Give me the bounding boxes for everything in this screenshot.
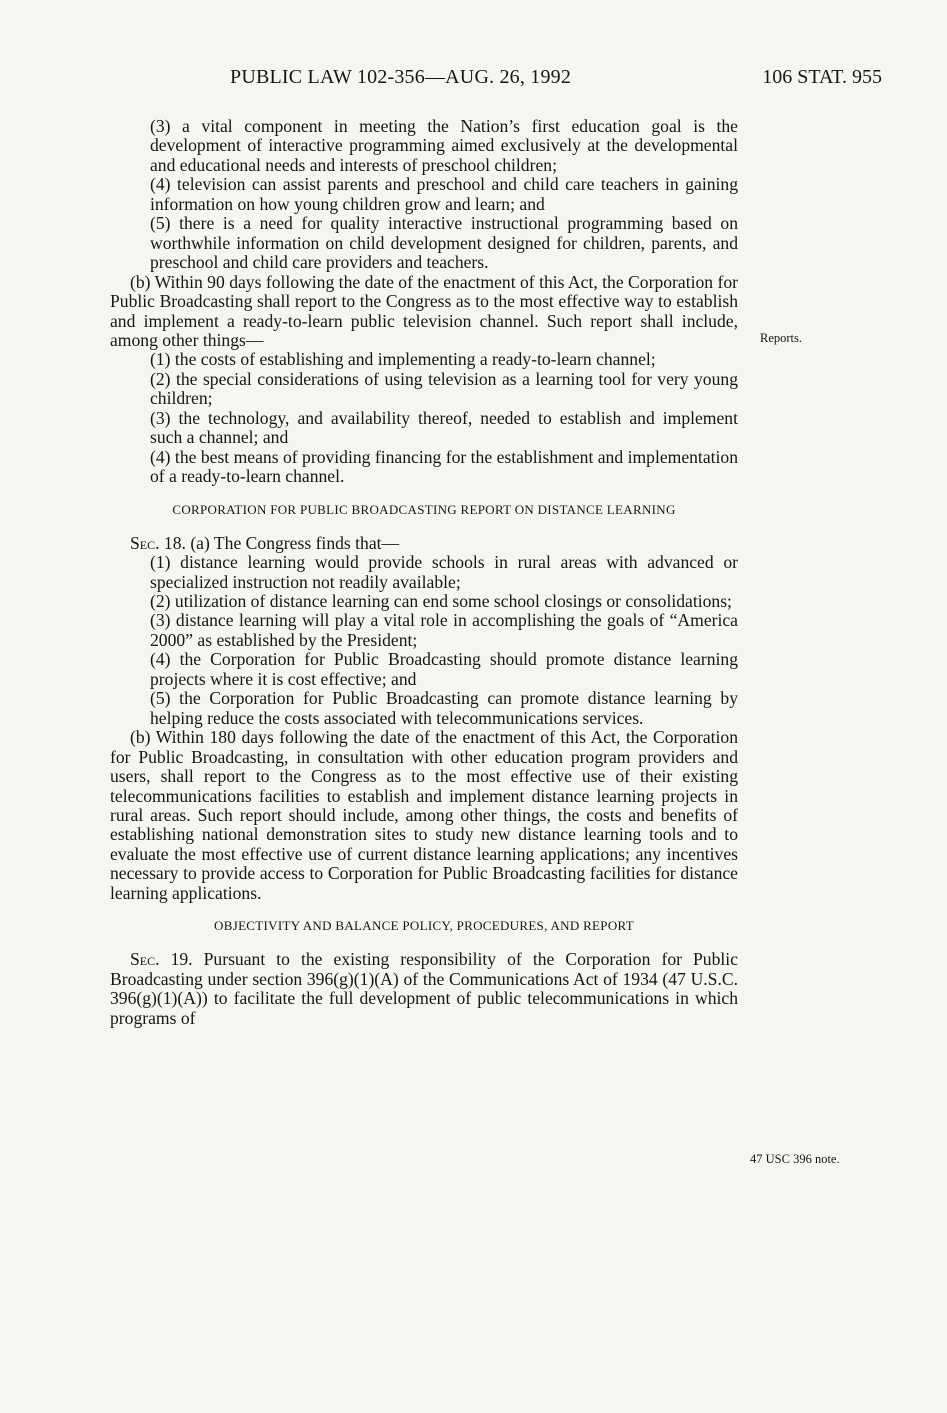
sec17-b-item-2: (2) the special considerations of using television as a learning tool for very young children; bbox=[150, 368, 738, 409]
document-body bbox=[110, 117, 738, 1028]
sec19-text bbox=[110, 950, 738, 1028]
statute-page-number: 106 STAT. 955 bbox=[762, 66, 882, 88]
sec18-item-3: (3) distance learning will play a vital role in accomplishing the goals of “America 2000” as established by the President; bbox=[150, 610, 738, 650]
sec18-heading: CORPORATION FOR PUBLIC BROADCASTING REPORT ON DISTANCE LEARNING bbox=[172, 501, 676, 517]
sec17-item-4: (4) television can assist parents and preschool and child care teachers in gaining information on how young children grow and learn; and bbox=[150, 174, 738, 214]
law-title: PUBLIC LAW 102-356—AUG. 26, 1992 bbox=[230, 66, 572, 88]
sec18-item-1: (1) distance learning would provide schools in rural areas with advanced or specialized instruction not readily available; bbox=[150, 552, 738, 592]
margin-note-usc: 47 USC 396 note. bbox=[750, 1152, 840, 1166]
sec18-intro-text: (a) The Congress finds that— bbox=[190, 532, 400, 553]
sec18-item-5: (5) the Corporation for Public Broadcasting can promote distance learning by helping reduce the costs associated with telecommunications services. bbox=[150, 688, 738, 728]
sec17-b-item-3: (3) the technology, and availability thereof, needed to establish and implement such a channel; and bbox=[150, 407, 738, 448]
page-header bbox=[110, 66, 882, 94]
sec17-item-5: (5) there is a need for quality interactive instructional programming based on worthwhile information on child development designed for children, parents, and preschool and child care providers and teachers. bbox=[150, 213, 738, 273]
sec18-item-4: (4) the Corporation for Public Broadcasting should promote distance learning projects where it is cost effective; and bbox=[150, 649, 738, 689]
sec19-label: Sec. 19. bbox=[130, 949, 193, 970]
sec19-heading: OBJECTIVITY AND BALANCE POLICY, PROCEDURES, AND REPORT bbox=[214, 918, 634, 934]
sec18-label: Sec. 18. bbox=[130, 532, 186, 553]
sec17-item-3: (3) a vital component in meeting the Nation’s first education goal is the development of interactive programming aimed exclusively at the developmental and educational needs and interests of preschool children; bbox=[150, 116, 738, 175]
sec18-intro bbox=[110, 534, 738, 553]
sec17-b-item-4: (4) the best means of providing financing for the establishment and implementation of a ready-to-learn channel. bbox=[150, 446, 738, 487]
sec17-paragraph-b: (b) Within 90 days following the date of the enactment of this Act, the Corporation for Public Broadcasting shall report to the Congress as to the most effective way to establish and implement a ready-to-learn public television channel. Such report shall include, among other things— bbox=[110, 271, 738, 350]
margin-note-reports: Reports. bbox=[760, 331, 803, 345]
sec17-b-item-1: (1) the costs of establishing and implementing a ready-to-learn channel; bbox=[150, 349, 656, 370]
sec18-item-2: (2) utilization of distance learning can end some school closings or consolidations; bbox=[150, 590, 732, 611]
sec18-paragraph-b: (b) Within 180 days following the date of the enactment of this Act, the Corporation for Public Broadcasting, in consultation with other education program providers and users, shall report to the Congress as to the most effective use of their existing telecommunications facilities to establish and implement distance learning projects in rural areas. Such report should include, among other things, the costs and benefits of establishing national demonstration sites to study new distance learning tools and to evaluate the most effective use of current distance learning applications; any incentives necessary to provide access to Corporation for Public Broadcasting facilities for distance learning applications. bbox=[110, 727, 738, 903]
sec19-body: Pursuant to the existing responsibility of the Corporation for Public Broadcasting under section 396(g)(1)(A) of the Communications Act of 1934 (47 U.S.C. 396(g)(1)(A)) to facilitate the full development of public telecommunications in which programs of bbox=[110, 949, 738, 1028]
